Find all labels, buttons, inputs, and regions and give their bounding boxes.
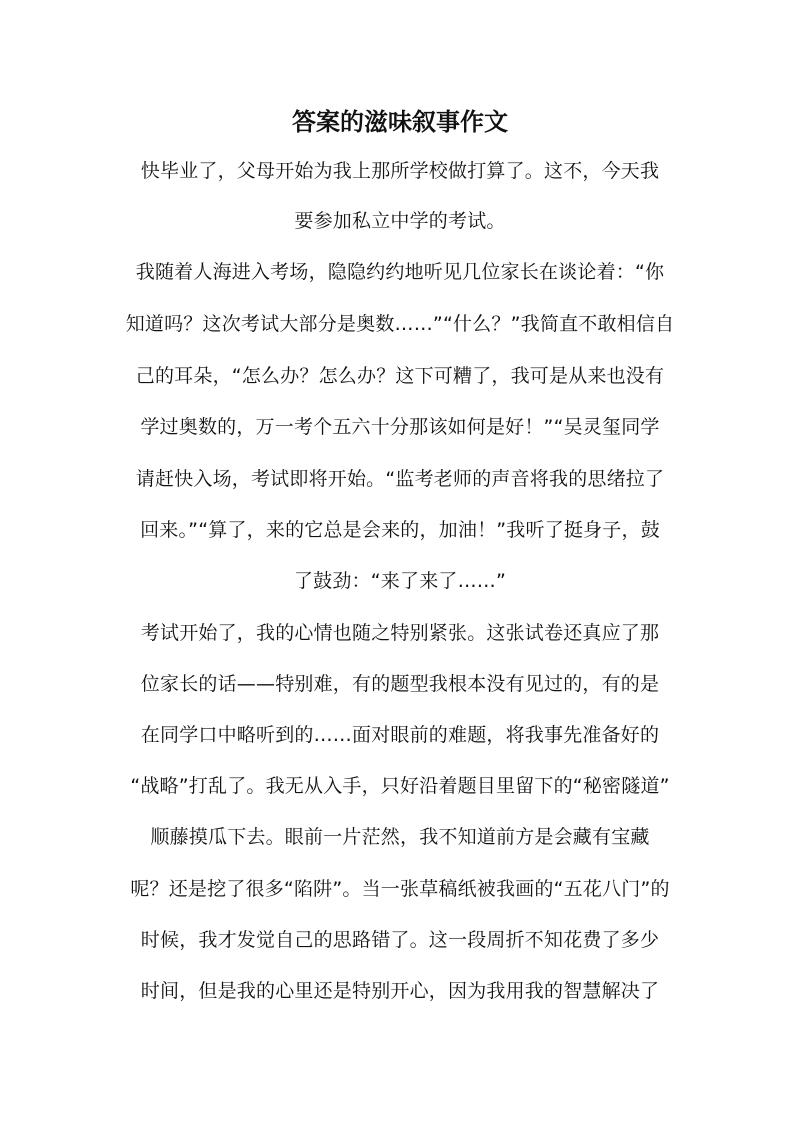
text-line-7: 请赶快入场，考试即将开始。“监考老师的声音将我的思绪拉了 <box>135 468 665 490</box>
text-line-8: 回来。”“算了，来的它总是会来的，加油！”我听了挺身子，鼓 <box>140 519 660 541</box>
text-line-12: 在同学口中略听到的……面对眼前的难题，将我事先准备好的 <box>140 724 660 746</box>
text-line-14: 顺藤摸瓜下去。眼前一片茫然，我不知道前方是会藏有宝藏 <box>150 826 650 848</box>
text-line-4: 知道吗？这次考试大部分是奥数……”“什么？”我简直不敢相信自 <box>125 313 675 335</box>
text-line-10: 考试开始了，我的心情也随之特别紧张。这张试卷还真应了那 <box>140 622 660 644</box>
text-line-1: 快毕业了，父母开始为我上那所学校做打算了。这不，今天我 <box>140 160 660 182</box>
text-line-16: 时候，我才发觉自己的思路错了。这一段周折不知花费了多少 <box>140 929 660 951</box>
text-line-15: 呢？还是挖了很多“陷阱”。当一张草稿纸被我画的“五花八门”的 <box>130 878 670 900</box>
document-title: 答案的滋味叙事作文 <box>292 107 508 136</box>
text-line-3: 我随着人海进入考场，隐隐约约地听见几位家长在谈论着：“你 <box>135 261 665 283</box>
text-line-11: 位家长的话——特别难，有的题型我根本没有见过的，有的是 <box>140 673 660 695</box>
text-line-9: 了鼓劲：“来了来了……” <box>293 570 507 592</box>
text-line-17: 时间，但是我的心里还是特别开心，因为我用我的智慧解决了 <box>140 980 660 1002</box>
text-line-2: 要参加私立中学的考试。 <box>294 210 506 232</box>
text-line-5: 己的耳朵，“怎么办？怎么办？这下可糟了，我可是从来也没有 <box>135 365 665 387</box>
text-line-13: “战略”打乱了。我无从入手，只好沿着题目里留下的“秘密隧道” <box>130 775 670 797</box>
text-line-6: 学过奥数的，万一考个五六十分那该如何是好！”“吴灵玺同学 <box>140 416 660 438</box>
